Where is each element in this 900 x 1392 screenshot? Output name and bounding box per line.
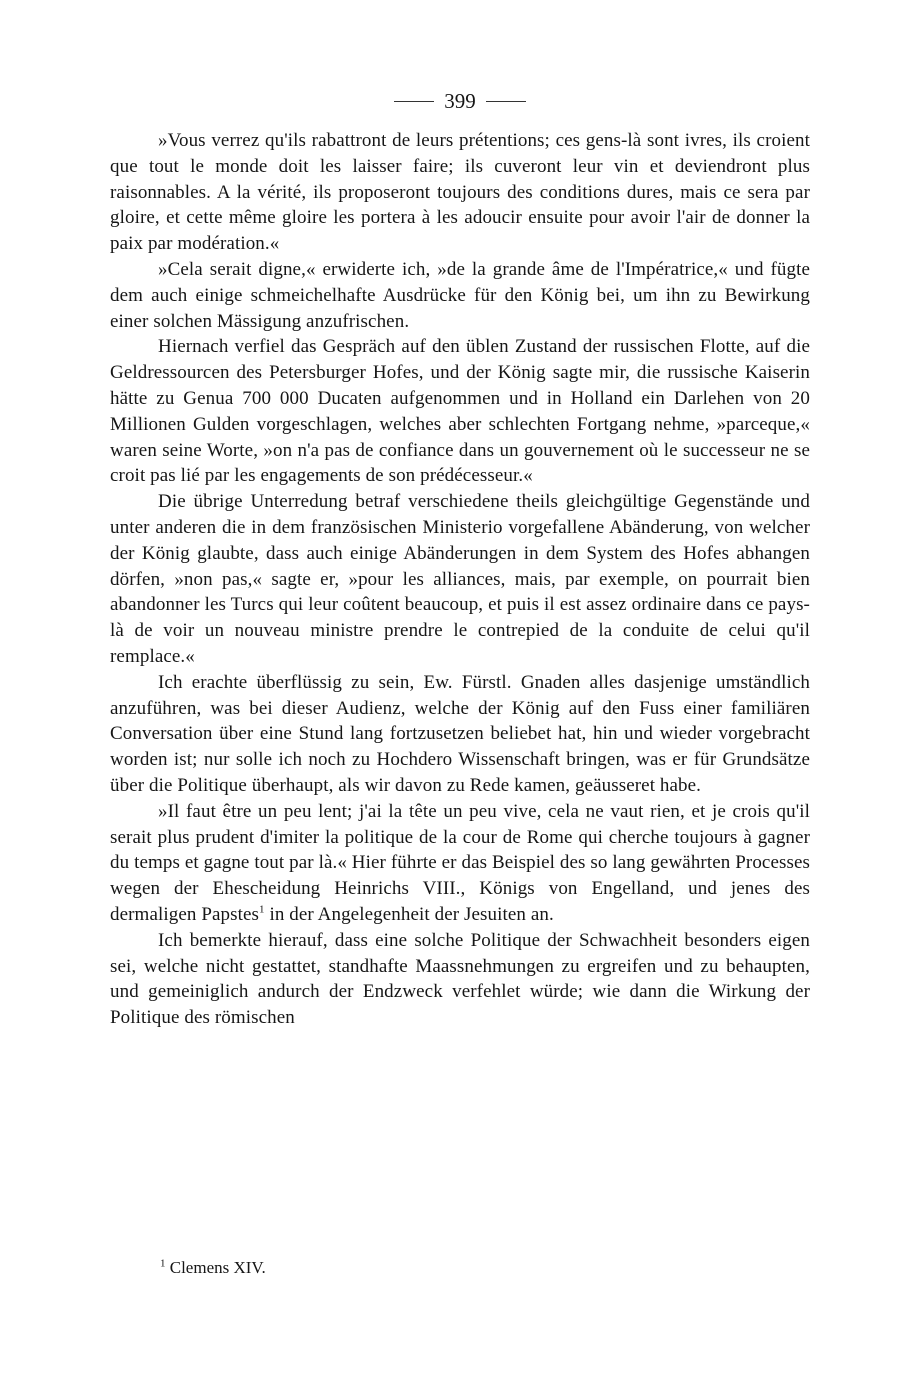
footnote-reference: 1 [259,903,265,916]
header-rule-left [394,101,434,102]
paragraph-1: »Vous verrez qu'ils rabattront de leurs prétentions; ces gens-là sont ivres, ils croient que tout le monde doit les laisser faire; ils cuveront leur vin et deviendront plus raisonnables. A la vérité, ils proposeront toujours des conditions dures, mais ce sera par gloire, et cette même gloire les portera à les adoucir ensuite pour avoir l'air de donner la paix par modération.« [110,130,810,255]
paragraph-6 [110,799,810,928]
paragraph-5: Ich erachte überflüssig zu sein, Ew. Fürstl. Gnaden alles dasjenige umständlich anzuführen, was bei dieser Audienz, welche der König auf den Fuss einer familiären Conversation über eine Stund lang fortzusetzen beliebet hat, hin und wieder vorgebracht worden ist; nur solle ich noch zu Hochdero Wissenschaft bringen, was er für Grundsätze über die Politique überhaupt, als wir davon zu Rede kamen, geäusseret habe. [110,671,810,796]
page-number: 399 [444,88,476,113]
header-rule-right [486,101,526,102]
footnote [160,1258,266,1278]
footnote-marker: 1 [160,1257,166,1270]
paragraph-3: Hiernach verfiel das Gespräch auf den üblen Zustand der russischen Flotte, auf die Geldressourcen des Petersburger Hofes, und der König sagte mir, die russische Kaiserin hätte zu Genua 700 000 Ducaten aufgenommen und in Holland ein Darlehen von 20 Millionen Gulden vorgeschlagen, welches aber schlechten Fortgang nehme, »parceque,« waren seine Worte, »on n'a pas de confiance dans un gouvernement où le successeur ne se croit pas lié par les engagements de son prédécesseur.« [110,336,810,487]
paragraph-7: Ich bemerkte hierauf, dass eine solche Politique der Schwachheit besonders eigen sei, welche nicht gestattet, standhafte Maassnehmungen zu ergreifen und zu behaupten, und gemeiniglich andurch der Endzweck verfehlet würde; wie dann die Wirkung der Politique des römischen [110,929,810,1029]
paragraph-2: »Cela serait digne,« erwiderte ich, »de la grande âme de l'Impératrice,« und fügte dem auch einige schmeichelhafte Ausdrücke für den König bei, um ihn zu Bewirkung einer solchen Mässigung anzufrischen. [110,258,810,332]
body-text [110,128,810,1031]
paragraph-4: Die übrige Unterredung betraf verschiedene theils gleichgültige Gegenstände und unter anderen die in dem französischen Ministerio vorgefallene Abänderung, von welcher der König glaubte, dass auch einige Abänderungen in dem System des Hofes abhangen dörfen, »non pas,« sagte er, »pour les alliances, mais, par exemple, on pourrait bien abandonner les Turcs qui leur coûtent beaucoup, et puis il est assez ordinaire dans ce pays-là de voir un nouveau ministre prendre le contrepied de la conduite de celui qu'il remplace.« [110,491,810,667]
footnote-text: Clemens XIV. [169,1258,266,1277]
page-header [110,86,810,116]
paragraph-6-text: »Il faut être un peu lent; j'ai la tête un peu vive, cela ne vaut rien, et je crois qu'il serait plus prudent d'imiter la politique de la cour de Rome qui cherche toujours à gagner du temps et gagne tout par là.« Hier führte er das Beispiel des so lang gewährten Processes wegen der Ehescheidung Heinrichs VIII., Königs von Engelland, und jenes des dermaligen Papstes [110,800,810,925]
paragraph-6-tail: in der Angelegenheit der Jesuiten an. [264,903,554,925]
page-content [110,86,810,1031]
